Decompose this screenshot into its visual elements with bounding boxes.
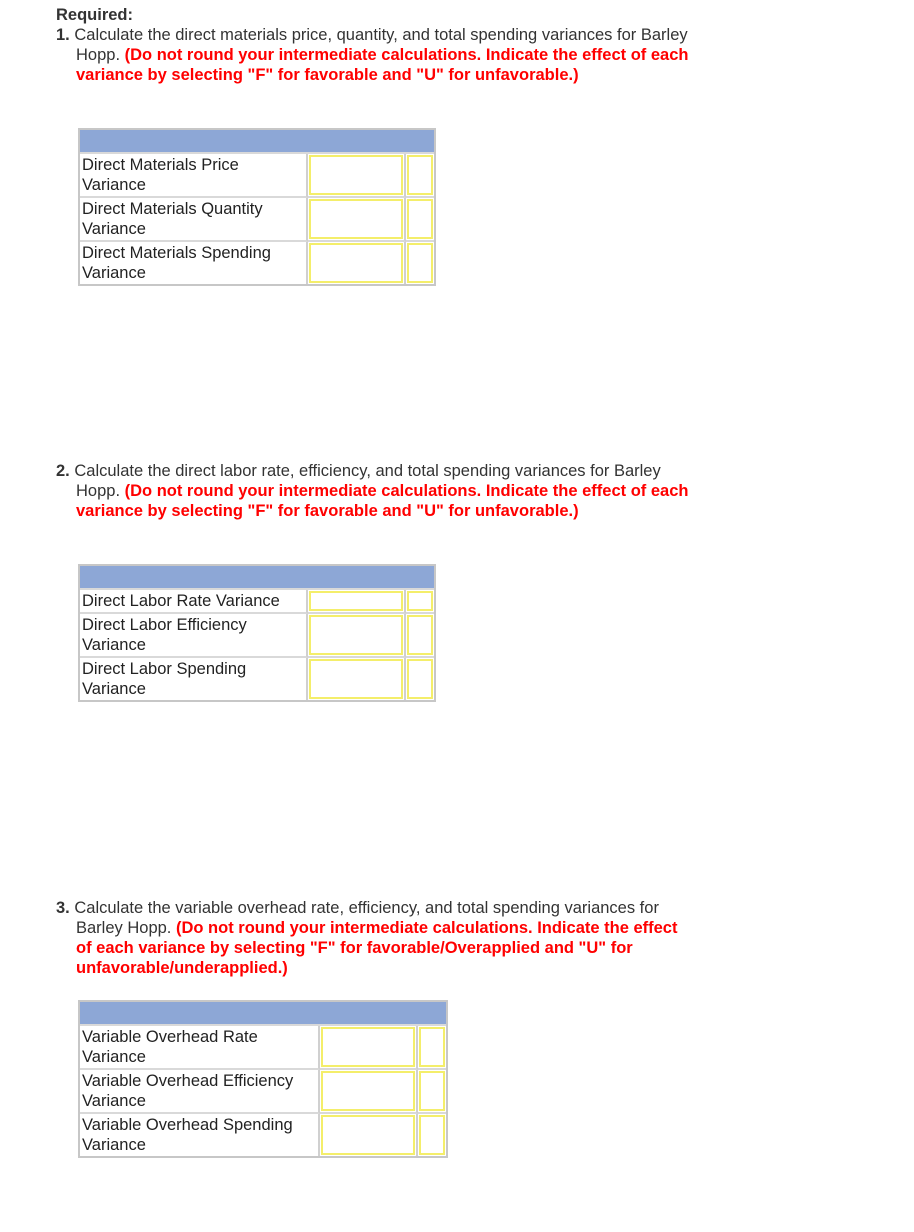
row-label: Direct Materials Spending Variance [80,242,308,284]
amount-input[interactable] [309,591,403,611]
required-heading: Required: [56,6,134,24]
variance-table-materials [78,128,436,286]
row-label: Direct Labor Efficiency Variance [80,614,308,658]
question-3 [56,898,696,978]
question-1 [56,25,696,85]
question-instruction: (Do not round your intermediate calculations. Indicate the effect of each variance by selecting "F" for favorable and "U" for unfavorable.) [76,482,689,520]
question-text: Calculate the variable overhead rate, efficiency, and total spending variances for Barley Hopp. [74,899,659,937]
table-row [80,1026,446,1070]
table-row [80,590,434,614]
variance-table-overhead [78,1000,448,1158]
amount-input[interactable] [309,659,403,699]
row-label: Variable Overhead Efficiency Variance [80,1070,320,1114]
table-row [80,198,434,242]
effect-select[interactable] [407,659,433,699]
table-row [80,1070,446,1114]
amount-input[interactable] [309,155,403,195]
question-number: 2. [56,462,70,480]
question-number: 1. [56,26,70,44]
amount-input[interactable] [309,243,403,283]
table-row [80,1114,446,1156]
row-label: Variable Overhead Rate Variance [80,1026,320,1070]
question-instruction: (Do not round your intermediate calculations. Indicate the effect of each variance by selecting "F" for favorable and "U" for unfavorable.) [76,46,689,84]
variance-table-labor [78,564,436,702]
amount-input[interactable] [321,1115,415,1155]
amount-input[interactable] [309,199,403,239]
effect-select[interactable] [407,591,433,611]
amount-input[interactable] [321,1071,415,1111]
row-label: Direct Materials Price Variance [80,154,308,198]
table-row [80,154,434,198]
effect-select[interactable] [419,1027,445,1067]
question-number: 3. [56,899,70,917]
amount-input[interactable] [321,1027,415,1067]
effect-select[interactable] [407,243,433,283]
table-header [80,566,434,590]
table-header [80,130,434,154]
question-2 [56,461,696,521]
table-header [80,1002,446,1026]
effect-select[interactable] [407,199,433,239]
row-label: Direct Materials Quantity Variance [80,198,308,242]
table-row [80,658,434,700]
row-label: Variable Overhead Spending Variance [80,1114,320,1156]
question-instruction: (Do not round your intermediate calculations. Indicate the effect of each variance by selecting "F" for favorable/Overapplied and "U" for unfavorable/underapplied.) [76,919,678,977]
row-label: Direct Labor Spending Variance [80,658,308,700]
effect-select[interactable] [407,155,433,195]
amount-input[interactable] [309,615,403,655]
table-row [80,614,434,658]
question-text: Calculate the direct materials price, quantity, and total spending variances for Barley Hopp. [74,26,688,64]
effect-select[interactable] [407,615,433,655]
question-text: Calculate the direct labor rate, efficiency, and total spending variances for Barley Hopp. [74,462,661,500]
effect-select[interactable] [419,1115,445,1155]
effect-select[interactable] [419,1071,445,1111]
row-label: Direct Labor Rate Variance [80,590,308,614]
table-row [80,242,434,284]
